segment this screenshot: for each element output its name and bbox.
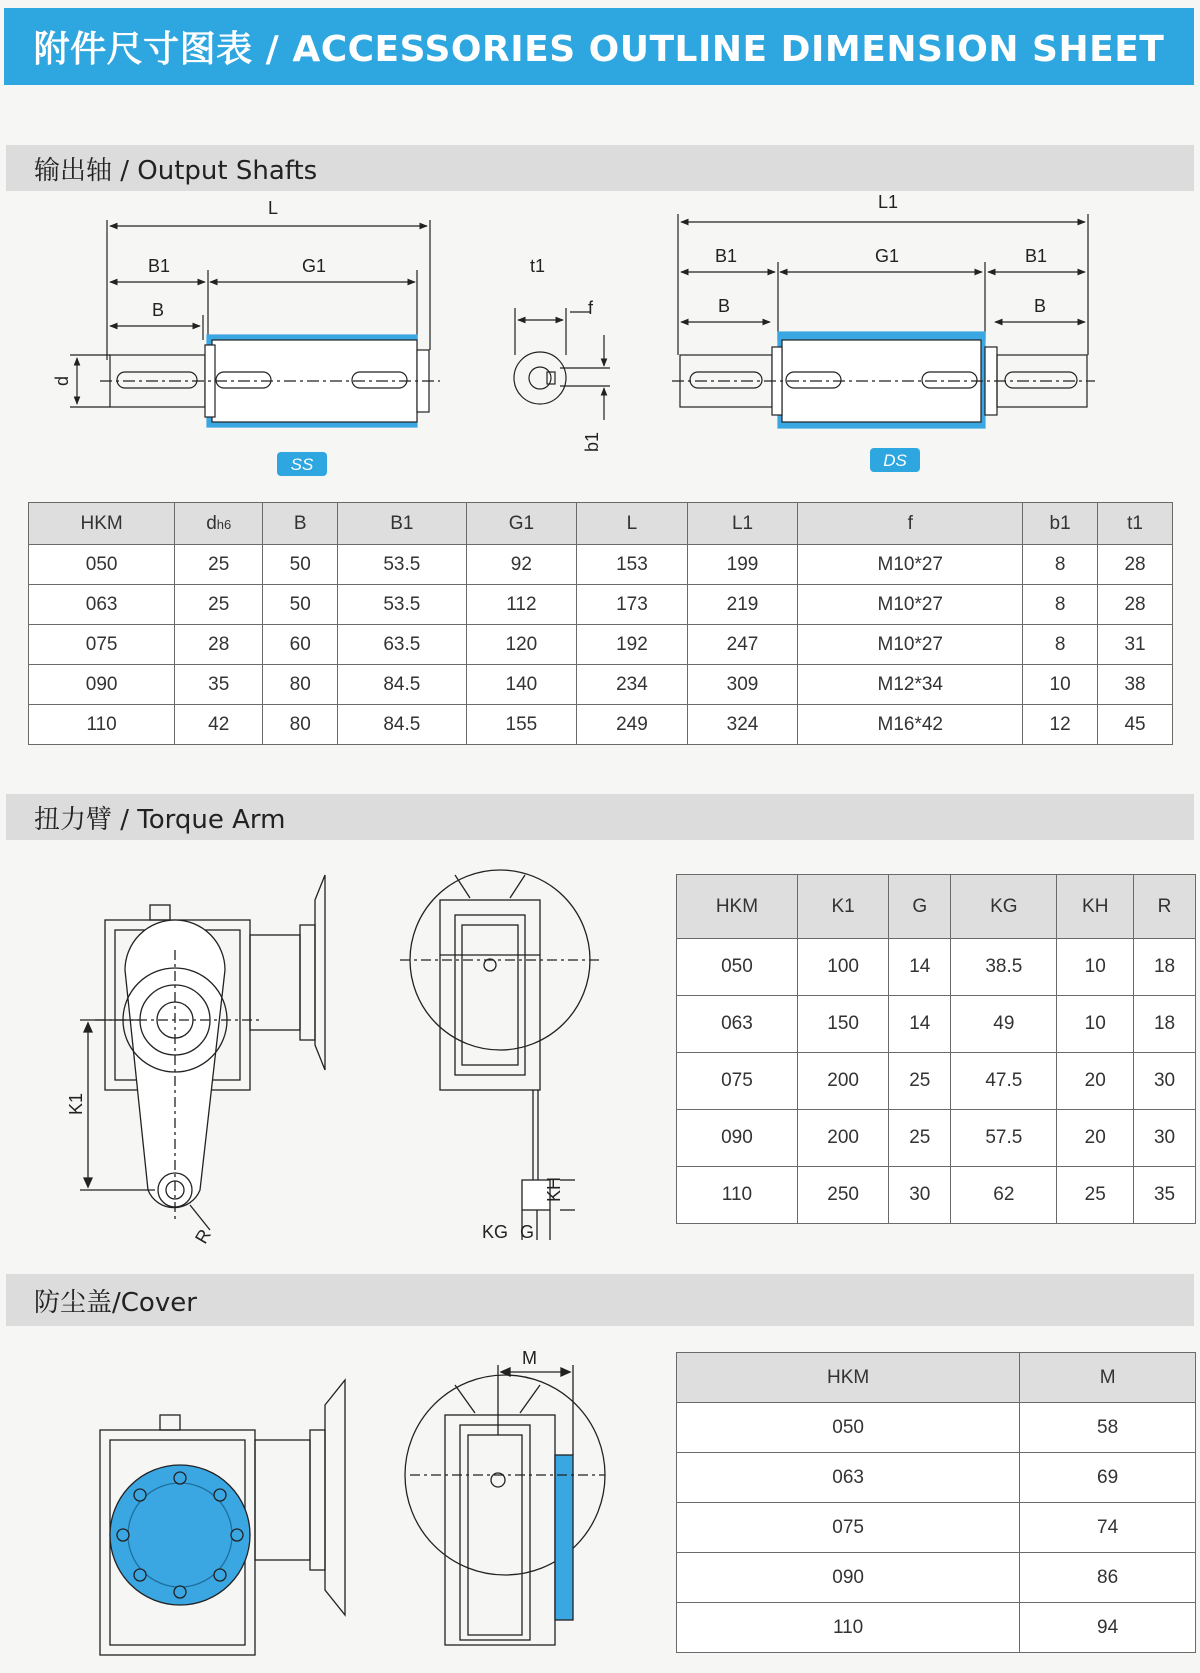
table-cell: 075 [677,1053,798,1110]
table-cell: M10*27 [798,545,1023,585]
table-cell: 58 [1020,1403,1196,1453]
section-header-output-shafts: 输出轴 / Output Shafts [6,145,1194,191]
table-cell: 250 [797,1167,888,1224]
table-cell: 090 [29,665,175,705]
table-cell: 42 [175,705,263,745]
table-cell: 30 [1134,1053,1196,1110]
table-cell: 30 [889,1167,951,1224]
table-row [677,1167,1196,1224]
table-cell: 28 [1098,585,1173,625]
table-cell: 090 [677,1553,1020,1603]
dim-G: G [520,1222,535,1242]
dim-L1: L1 [878,192,899,212]
cover-table [676,1352,1196,1653]
table-cell: 10 [1057,996,1134,1053]
table-cell: 18 [1134,996,1196,1053]
dim-d: d [52,375,72,386]
table-cell: 8 [1023,545,1098,585]
table-cell: 86 [1020,1553,1196,1603]
section-header-torque-arm: 扭力臂 / Torque Arm [6,794,1194,840]
table-cell: 94 [1020,1603,1196,1653]
output-shafts-table [28,502,1173,745]
col-header: f [798,503,1023,545]
table-cell: 80 [263,705,338,745]
dim-ds-B1-left: B1 [715,246,738,266]
table-cell: 234 [577,665,688,705]
table-cell: 25 [175,545,263,585]
table-cell: 100 [797,939,888,996]
table-row [29,545,1173,585]
dim-ds-G1: G1 [875,246,900,266]
table-cell: 112 [466,585,577,625]
col-header: G1 [466,503,577,545]
col-header: b1 [1023,503,1098,545]
output-shafts-drawing [0,190,1200,490]
table-row [677,996,1196,1053]
cover-drawing [0,1340,660,1670]
dim-b1: b1 [582,431,602,452]
table-cell: 050 [677,939,798,996]
table-cell: 050 [29,545,175,585]
table-cell: 10 [1023,665,1098,705]
table-cell: 120 [466,625,577,665]
table-cell: 219 [687,585,798,625]
col-header: HKM [29,503,175,545]
col-header: HKM [677,1353,1020,1403]
col-header: dh6 [175,503,263,545]
col-header: B1 [338,503,466,545]
table-cell: 30 [1134,1110,1196,1167]
table-cell: 247 [687,625,798,665]
table-cell: 74 [1020,1503,1196,1553]
table-header-row [677,1353,1196,1403]
table-cell: 92 [466,545,577,585]
table-cell: 20 [1057,1110,1134,1167]
table-cell: 84.5 [338,705,466,745]
dim-B1: B1 [148,256,171,276]
table-cell: 192 [577,625,688,665]
table-cell: 45 [1098,705,1173,745]
table-cell: 57.5 [951,1110,1057,1167]
dim-ds-B-left: B [718,296,731,316]
col-header: KH [1057,875,1134,939]
col-header-subscript: h6 [216,516,232,532]
table-row [677,1453,1196,1503]
table-cell: 8 [1023,625,1098,665]
table-row [677,1553,1196,1603]
table-cell: 14 [889,939,951,996]
col-header: KG [951,875,1057,939]
table-cell: 25 [889,1110,951,1167]
table-row [29,585,1173,625]
table-cell: 53.5 [338,585,466,625]
col-header: L1 [687,503,798,545]
col-header: R [1134,875,1196,939]
dim-KG: KG [482,1222,509,1242]
col-header: M [1020,1353,1196,1403]
table-cell: 140 [466,665,577,705]
table-cell: 8 [1023,585,1098,625]
page-title: 附件尺寸图表 / ACCESSORIES OUTLINE DIMENSION SHEET [4,8,1194,85]
col-header: HKM [677,875,798,939]
table-cell: 20 [1057,1053,1134,1110]
table-cell: 075 [677,1503,1020,1553]
table-cell: 199 [687,545,798,585]
torque-arm-table [676,874,1196,1224]
dim-t1: t1 [530,256,546,276]
table-cell: 50 [263,545,338,585]
table-cell: 31 [1098,625,1173,665]
ds-tag-label: DS [883,451,907,470]
table-row [677,1053,1196,1110]
table-cell: 153 [577,545,688,585]
table-cell: 18 [1134,939,1196,996]
table-cell: 110 [677,1167,798,1224]
col-header: L [577,503,688,545]
table-cell: 063 [29,585,175,625]
dim-M: M [522,1348,537,1368]
table-cell: 110 [677,1603,1020,1653]
section-header-cover: 防尘盖/Cover [6,1274,1194,1326]
table-cell: 075 [29,625,175,665]
col-header: B [263,503,338,545]
table-row [677,939,1196,996]
table-cell: 200 [797,1053,888,1110]
table-cell: 38 [1098,665,1173,705]
table-row [677,1110,1196,1167]
table-header-row [677,875,1196,939]
table-cell: M12*34 [798,665,1023,705]
table-cell: 69 [1020,1453,1196,1503]
table-cell: 49 [951,996,1057,1053]
table-cell: 47.5 [951,1053,1057,1110]
torque-arm-drawing [0,860,660,1250]
table-cell: 10 [1057,939,1134,996]
table-cell: 110 [29,705,175,745]
table-cell: 173 [577,585,688,625]
table-cell: 150 [797,996,888,1053]
table-cell: 38.5 [951,939,1057,996]
table-cell: 62 [951,1167,1057,1224]
dim-ds-B-right: B [1034,296,1047,316]
col-header: t1 [1098,503,1173,545]
table-cell: 14 [889,996,951,1053]
table-cell: M10*27 [798,625,1023,665]
col-header: K1 [797,875,888,939]
table-cell: 84.5 [338,665,466,705]
table-row [677,1603,1196,1653]
table-cell: 309 [687,665,798,705]
dim-f: f [588,298,594,318]
table-cell: 12 [1023,705,1098,745]
table-cell: M10*27 [798,585,1023,625]
table-cell: 60 [263,625,338,665]
table-cell: 090 [677,1110,798,1167]
table-cell: 63.5 [338,625,466,665]
dim-KH: KH [544,1176,564,1202]
table-cell: 80 [263,665,338,705]
table-cell: 063 [677,996,798,1053]
table-cell: 249 [577,705,688,745]
table-cell: 324 [687,705,798,745]
table-cell: 25 [175,585,263,625]
table-cell: 050 [677,1403,1020,1453]
table-row [29,705,1173,745]
dim-K1: K1 [66,1092,86,1115]
table-header-row [29,503,1173,545]
dim-G1: G1 [302,256,327,276]
table-cell: 063 [677,1453,1020,1503]
dim-R: R [191,1225,215,1247]
table-cell: 25 [1057,1167,1134,1224]
table-cell: 50 [263,585,338,625]
table-cell: 200 [797,1110,888,1167]
dim-B: B [152,300,165,320]
table-row [29,665,1173,705]
table-row [29,625,1173,665]
table-cell: 155 [466,705,577,745]
table-cell: 35 [175,665,263,705]
table-cell: 53.5 [338,545,466,585]
table-row [677,1403,1196,1453]
ss-tag-label: SS [290,455,314,474]
table-cell: M16*42 [798,705,1023,745]
table-row [677,1503,1196,1553]
dim-L: L [268,198,279,218]
dim-ds-B1-right: B1 [1025,246,1048,266]
table-cell: 25 [889,1053,951,1110]
col-header: G [889,875,951,939]
table-cell: 28 [175,625,263,665]
table-cell: 28 [1098,545,1173,585]
table-cell: 35 [1134,1167,1196,1224]
